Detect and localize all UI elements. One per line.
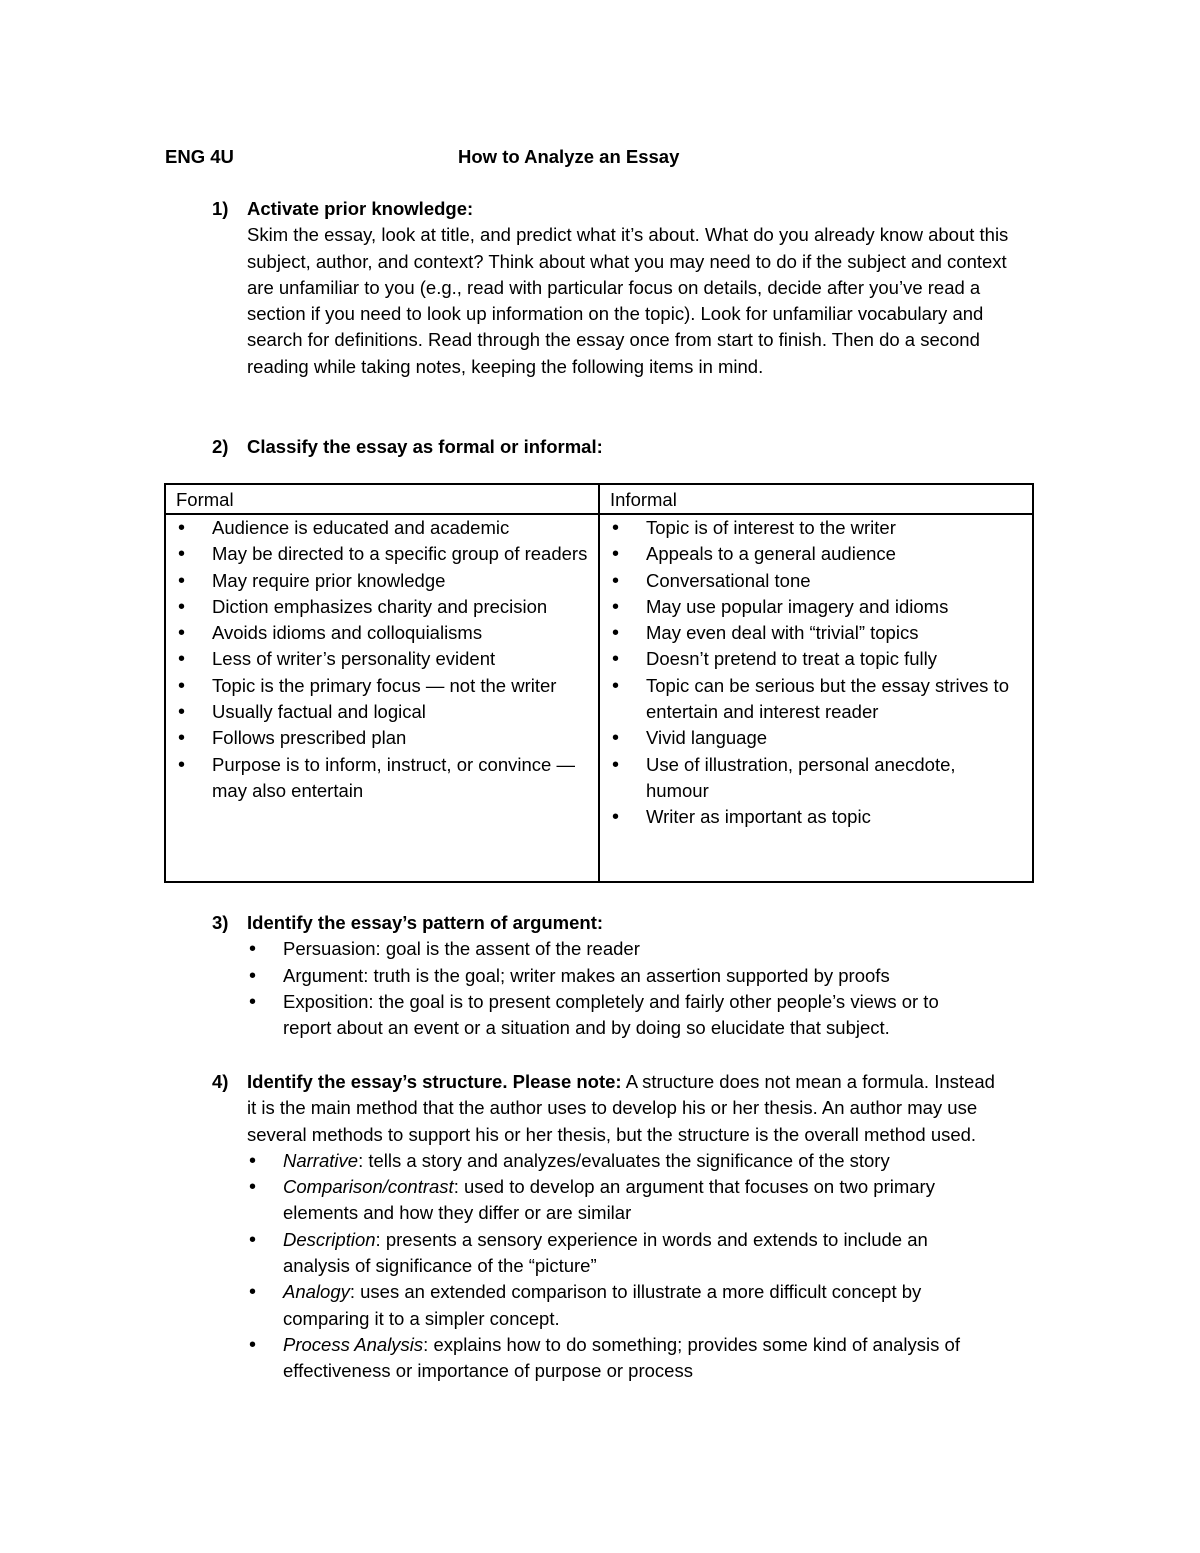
table-row bbox=[165, 514, 1033, 882]
list-item: • Topic is of interest to the writer bbox=[610, 515, 1022, 541]
section-heading: Identify the essay’s pattern of argument: bbox=[247, 912, 604, 933]
structure-list bbox=[247, 1148, 997, 1385]
list-item: • May even deal with “trivial” topics bbox=[610, 620, 1022, 646]
list-item bbox=[247, 1332, 997, 1385]
list-item bbox=[247, 1227, 997, 1280]
list-item: • Use of illustration, personal anecdote, humour bbox=[610, 752, 1022, 805]
table-header-informal: Informal bbox=[599, 484, 1033, 514]
list-item: • Follows prescribed plan bbox=[176, 725, 588, 751]
list-item: • Conversational tone bbox=[610, 568, 1022, 594]
structure-description: : tells a story and analyzes/evaluates the significance of the story bbox=[358, 1149, 890, 1171]
list-item: • Topic is the primary focus — not the writer bbox=[176, 673, 588, 699]
page-title: How to Analyze an Essay bbox=[458, 146, 680, 167]
list-item bbox=[247, 1174, 997, 1227]
argument-pattern-list bbox=[247, 936, 987, 1041]
table-header-row bbox=[165, 484, 1033, 514]
informal-list bbox=[610, 515, 1022, 831]
structure-term: Description bbox=[283, 1228, 376, 1250]
list-item: • Avoids idioms and colloquialisms bbox=[176, 620, 588, 646]
structure-term: Narrative bbox=[283, 1149, 359, 1171]
structure-description: : uses an extended comparison to illustrate a more difficult concept by comparing it to a simpler concept. bbox=[283, 1281, 922, 1329]
list-item: • May be directed to a specific group of readers bbox=[176, 541, 588, 567]
section-content bbox=[247, 434, 1027, 460]
formal-informal-table bbox=[164, 483, 1034, 883]
section-content bbox=[247, 1069, 997, 1385]
structure-description: : used to develop an argument that focuses on two primary elements and how they differ or are similar bbox=[283, 1176, 935, 1224]
section-content bbox=[247, 196, 1017, 380]
section-paragraph: Skim the essay, look at title, and predict what it’s about. What do you already know about this subject, author, and context? Think about what you may need to do if the subject and context are unfamiliar to you (e.g., read with particular focus on details, decide after you’ve read a section if you need to look up information on the topic). Look for unfamiliar vocabulary and search for definitions. Read through the essay once from start to finish. Then do a second reading while taking notes, keeping the following items in mind. bbox=[247, 224, 1009, 377]
list-item bbox=[247, 1148, 997, 1174]
table-header-formal: Formal bbox=[165, 484, 599, 514]
section-number: 1) bbox=[212, 198, 229, 219]
list-item: • Doesn’t pretend to treat a topic fully bbox=[610, 646, 1022, 672]
list-item: • Exposition: the goal is to present completely and fairly other people’s views or to report about an event or a situation and by doing so elucidate that subject. bbox=[247, 989, 987, 1042]
course-code: ENG 4U bbox=[165, 146, 234, 167]
section-heading: Identify the essay’s structure. Please note: bbox=[247, 1071, 622, 1092]
structure-description: : explains how to do something; provides some kind of analysis of effectiveness or importance of purpose or process bbox=[283, 1333, 960, 1382]
section-number: 2) bbox=[212, 436, 229, 457]
list-item: • Audience is educated and academic bbox=[176, 515, 588, 541]
list-item bbox=[247, 1279, 997, 1332]
informal-cell bbox=[599, 514, 1033, 882]
list-item: • Argument: truth is the goal; writer makes an assertion supported by proofs bbox=[247, 963, 987, 989]
list-item: • Diction emphasizes charity and precision bbox=[176, 594, 588, 620]
section-content bbox=[247, 910, 987, 1041]
formal-list bbox=[176, 515, 588, 804]
structure-term: Process Analysis bbox=[283, 1333, 424, 1355]
section-number: 3) bbox=[212, 912, 229, 933]
list-item: • Purpose is to inform, instruct, or convince — may also entertain bbox=[176, 752, 588, 805]
list-item: • Appeals to a general audience bbox=[610, 541, 1022, 567]
list-item: • Less of writer’s personality evident bbox=[176, 646, 588, 672]
list-item: • Writer as important as topic bbox=[610, 804, 1022, 830]
structure-description: : presents a sensory experience in words and extends to include an analysis of significance of the “picture” bbox=[283, 1228, 928, 1277]
section-number: 4) bbox=[212, 1071, 229, 1092]
list-item: • Topic can be serious but the essay strives to entertain and interest reader bbox=[610, 673, 1022, 726]
list-item: • Vivid language bbox=[610, 725, 1022, 751]
structure-term: Comparison/contrast bbox=[283, 1176, 454, 1198]
section-paragraph bbox=[247, 1069, 997, 1148]
section-heading: Activate prior knowledge: bbox=[247, 198, 474, 219]
list-item: • May use popular imagery and idioms bbox=[610, 594, 1022, 620]
formal-cell bbox=[165, 514, 599, 882]
list-item: • Usually factual and logical bbox=[176, 699, 588, 725]
structure-term: Analogy bbox=[283, 1281, 350, 1303]
section-heading: Classify the essay as formal or informal: bbox=[247, 436, 603, 457]
list-item: • May require prior knowledge bbox=[176, 568, 588, 594]
list-item: • Persuasion: goal is the assent of the reader bbox=[247, 936, 987, 962]
document-header bbox=[165, 146, 1065, 172]
section-body: A structure does not mean a formula. Instead it is the main method that the author uses to develop his or her thesis. An author may use several methods to support his or her thesis, but the structure is the overall method used. bbox=[247, 1071, 995, 1145]
